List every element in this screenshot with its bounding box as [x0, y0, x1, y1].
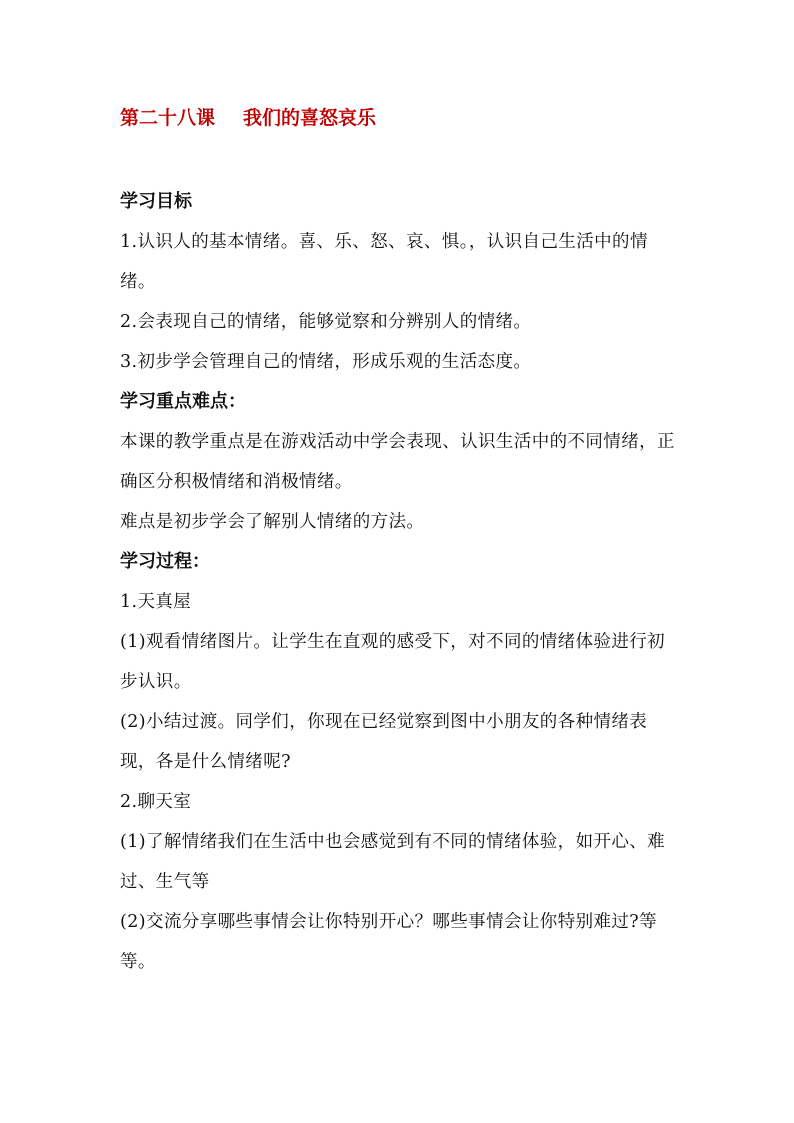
lesson-number: 第二十八课 [120, 107, 216, 129]
process-item: (1)观看情绪图片。让学生在直观的感受下，对不同的情绪体验进行初步认识。 [120, 632, 666, 692]
process-item: (2)交流分享哪些事情会让你特别开心？哪些事情会让你特别难过?等等。 [120, 912, 657, 972]
key-points-heading: 学习重点难点： [120, 391, 246, 412]
process-item: 1.天真屋 [120, 592, 192, 612]
key-point-item: 难点是初步学会了解别人情绪的方法。 [120, 512, 425, 532]
objective-item: 1.认识人的基本情绪。喜、乐、怒、哀、惧。，认识自己生活中的情绪。 [120, 232, 648, 292]
objective-item: 2.会表现自己的情绪，能够觉察和分辨别人的情绪。 [120, 312, 532, 332]
objectives-heading: 学习目标 [120, 191, 192, 212]
key-point-item: 本课的教学重点是在游戏活动中学会表现、认识生活中的不同情绪，正确区分积极情绪和消极情绪。 [120, 432, 675, 492]
document-page [120, 98, 680, 982]
lesson-title [120, 98, 680, 138]
spacer [120, 138, 680, 182]
process-item: (2)小结过渡。同学们，你现在已经觉察到图中小朋友的各种情绪表现，各是什么情绪呢? [120, 712, 648, 772]
process-heading: 学习过程： [120, 551, 210, 572]
process-item: 2.聊天室 [120, 792, 192, 812]
objective-item: 3.初步学会管理自己的情绪，形成乐观的生活态度。 [120, 352, 532, 372]
process-item: (1)了解情绪我们在生活中也会感觉到有不同的情绪体验，如开心、难过、生气等 [120, 832, 666, 892]
lesson-name: 我们的喜怒哀乐 [243, 107, 377, 129]
